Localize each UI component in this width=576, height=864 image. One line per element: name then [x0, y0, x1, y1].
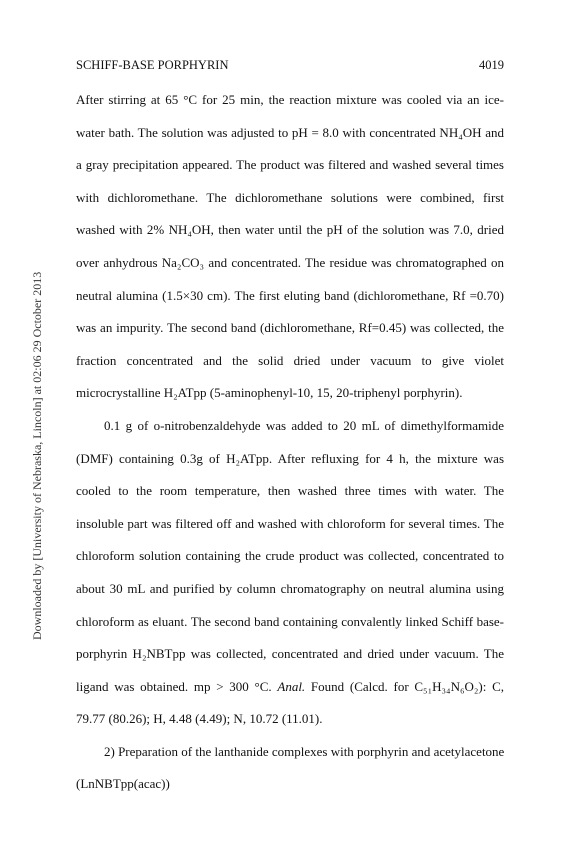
paragraph-synthesis-h2atpp: After stirring at 65 °C for 25 min, the reaction mixture was cooled via an ice-water bath. The solution was adjusted to pH = 8.0 with concentrated NH₄OH and a gray precipitation appeared. The product was filtered and washed several times with dichloromethane. The dichloromethane solutions were combined, first washed with 2% NH₄OH, then water until the pH of the solution was 7.0, dried over anhydrous Na₂CO₃ and concentrated. The residue was chromatographed on neutral alumina (1.5×30 cm). The first eluting band (dichloromethane, Rf =0.70) was an impurity. The second band (dichloromethane, Rf=0.45) was collected, the fraction concentrated and the solid dried under vacuum to give violet microcrystalline H₂ATpp (5-aminophenyl-10, 15, 20-triphenyl porphyrin).	[76, 92, 504, 401]
elemental-analysis: Found (Calcd. for C₅₁H₃₄N₆O₂): C, 79.77 (80.26); H, 4.48 (4.49); N, 10.72 (11.01).	[76, 678, 505, 727]
download-notice: Downloaded by [University of Nebraska, Lincoln] at 02:06 29 October 2013	[30, 271, 44, 640]
section-heading-abbrev: (LnNBTpp(acac))	[76, 776, 170, 792]
paragraph-text: 0.1 g of o-nitrobenzaldehyde was added to 20 mL of dimethylformamide (DMF) containing 0.3g of H₂ATpp. After refluxing for 4 h, the mixture was cooled to the room temperature, then washed three times with water. The insoluble part was filtered off and washed with chloroform for several times. The chloroform solution containing the crude product was collected, concentrated to about 30 mL and purified by column chromatography on neutral alumina using chloroform as eluant. The second band containing convalently linked Schiff base-porphyrin H₂NBTpp was collected, concentrated and dried under vacuum. The ligand was obtained. mp > 300 °C.	[76, 417, 504, 694]
body-text	[76, 84, 504, 801]
section-heading: 2) Preparation of the lanthanide complexes with porphyrin and acetylacetone	[104, 743, 505, 759]
paragraph-synthesis-h2nbtpp	[76, 410, 504, 736]
anal-label: Anal.	[277, 678, 306, 694]
page-number: 4019	[479, 58, 504, 72]
running-header	[76, 58, 504, 78]
running-title: SCHIFF-BASE PORPHYRIN	[76, 58, 229, 72]
